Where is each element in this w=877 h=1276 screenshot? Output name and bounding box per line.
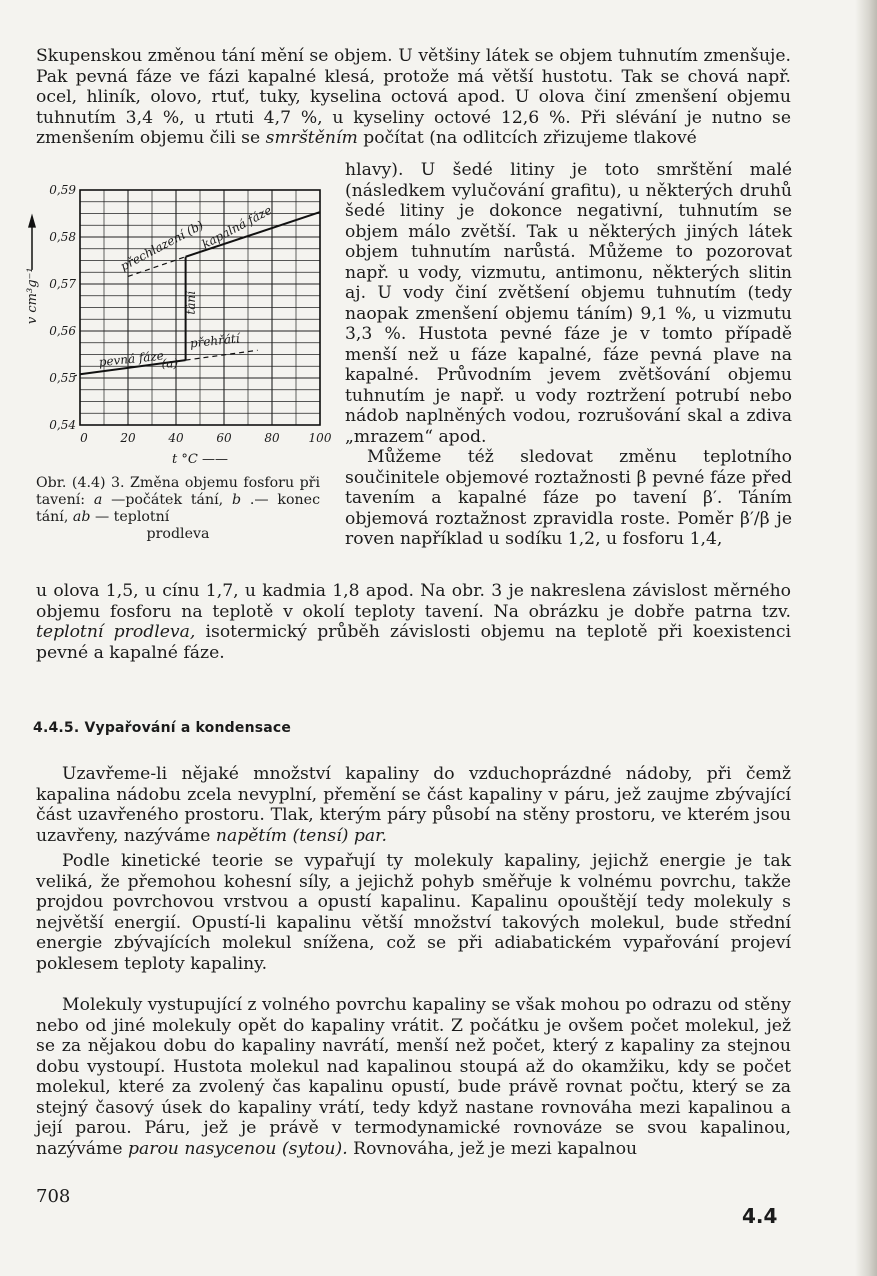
y-tick-label: 0,59 xyxy=(49,183,76,197)
x-axis-label: t °C —— xyxy=(172,452,228,467)
right-col-paragraph-1: hlavy). U šedé litiny je toto smrštění malé (následkem vylučování grafitu), u některých druhů šedé litiny je dokonce negativní, tuhnutím se objem málo zvětší. Tak u některých jiných látek objem tuhnutím narůstá. Můžeme to pozorovat např. u vody, vizmutu, antimonu, některých slitin aj. U vody činí zvětšení objemu tuhnutím (tedy naopak zmenšení objemu táním) 9,1 %, u vizmutu 3,3 %. Hustota pevné fáze je v tomto případě menší než u fáze kapalné, fáze pevná plave na kapalné. Průvodním jevem zvětšování objemu tuhnutím je např. u vody roztržení potrubí nebo nádob naplněných vodou, rozrušování skal a zdiva „mrazem“ apod. xyxy=(345,160,792,447)
y-axis-arrowhead xyxy=(28,214,36,228)
annotation-melting: tání xyxy=(184,291,199,315)
y-tick-label: 0,57 xyxy=(49,277,76,291)
x-tick-label: 100 xyxy=(308,431,332,445)
section-heading: 4.4.5. Vypařování a kondensace xyxy=(33,720,292,736)
y-tick-label: 0,55 xyxy=(49,371,76,385)
continuation-paragraph: u olova 1,5, u cínu 1,7, u kadmia 1,8 apod. Na obr. 3 je nakreslena závislost měrného objemu fosforu na teplotě v okolí teploty tavení. Na obrázku je dobře patrna tzv. teplotní prodleva, isotermický průběh závislosti objemu na teplotě při koexistenci pevné a kapalné fáze. xyxy=(36,581,791,663)
section-number: 4.4 xyxy=(742,1204,778,1228)
right-col-paragraph-2: Můžeme též sledovat změnu teplotního součinitele objemové roztažnosti β pevné fáze před tavením a kapalné fáze po tavení β′. Táním objemová roztažnost zpravidla roste. Poměr β′/β je roven například u sodíku 1,2, u fosforu 1,4, xyxy=(345,447,792,549)
section-paragraph-1: Uzavřeme-li nějaké množství kapaliny do vzduchoprázdné nádoby, při čemž kapalina nádobu zcela nevyplní, přemění se část kapaliny v páru, jež zaujme zbývající část uzavřeného prostoru. Tlak, kterým páry působí na stěny prostoru, ve kterém jsou uzavřeny, nazýváme napětím (tensí) par. xyxy=(36,764,791,846)
annotation-superheating: přehřátí xyxy=(189,331,241,351)
intro-paragraph: Skupenskou změnou tání mění se objem. U většiny látek se objem tuhnutím zmenšuje. Pak pevná fáze ve fázi kapalné klesá, protože má větší hustotu. Tak se chová např. ocel, hliník, olovo, rtuť, tuky, kyselina octová apod. U olova činí zmenšení objemu tuhnutím 3,4 %, u rtuti 4,7 %, u kyseliny octové 12,6 %. Při slévání je nutno se zmenšením objemu čili se smrštěním počítat (na odlitcích zřizujeme tlakové xyxy=(36,46,791,148)
page-edge-shadow xyxy=(855,0,877,1276)
x-tick-label: 60 xyxy=(216,431,232,445)
x-tick-label: 80 xyxy=(264,431,280,445)
section-paragraph-2: Podle kinetické teorie se vypařují ty molekuly kapaliny, jejichž energie je tak veliká, že přemohou kohesní síly, a jejichž pohyb směřuje k volnému povrchu, takže projdou povrchovou vrstvou a opustí kapalinu. Kapalinu opouštějí tedy molekuly s největší energií. Opustí-li kapalinu větší množství takových molekul, bude střední energie zbývajících molekul snížena, což se při adiabatickém vypařování projeví poklesem teploty kapaliny. xyxy=(36,851,791,974)
section-paragraph-3: Molekuly vystupující z volného povrchu kapaliny se však mohou po odrazu od stěny nebo od jiné molekuly opět do kapaliny vrátit. Z počátku je ovšem počet molekul, jež se za nějakou dobu do kapaliny navrátí, menší než počet, který z kapaliny za stejnou dobu vystoupí. Hustota molekul nad kapalinou stoupá až do okamžiku, kdy se počet molekul, které za zvolený čas kapalinu opustí, bude právě rovnat počtu, který se za stejný časový úsek do kapaliny vrátí, tedy když nastane rovnováha mezi kapalinou a její parou. Páru, jež je právě v termodynamické rovnováze se svou kapalinou, nazýváme parou nasycenou (sytou). Rovnováha, jež je mezi kapalnou xyxy=(36,995,791,1159)
x-tick-label: 0 xyxy=(80,431,88,445)
annotation-solid-phase: pevná fáze xyxy=(98,348,165,370)
figure-caption: Obr. (4.4) 3. Změna objemu fosforu při tavení: a —počátek tání, b .— konec tání, ab — teplotní prodleva xyxy=(36,475,321,542)
y-axis-label: v cm³g⁻¹ xyxy=(25,267,40,325)
right-column-text xyxy=(345,160,792,550)
page-number: 708 xyxy=(36,1186,71,1207)
annotation-liquid-phase: kapalná fáze xyxy=(199,202,275,252)
annotation-a: (a) xyxy=(161,356,179,371)
phosphorus-volume-chart xyxy=(18,170,338,470)
y-tick-label: 0,56 xyxy=(49,324,76,338)
y-tick-label: 0,58 xyxy=(49,230,76,244)
series-line-přehřátí xyxy=(186,350,258,360)
x-tick-label: 40 xyxy=(168,431,184,445)
y-tick-label: 0,54 xyxy=(49,418,76,432)
annotation-supercooling: přechlazení (b) xyxy=(118,218,206,274)
x-tick-label: 20 xyxy=(120,431,136,445)
